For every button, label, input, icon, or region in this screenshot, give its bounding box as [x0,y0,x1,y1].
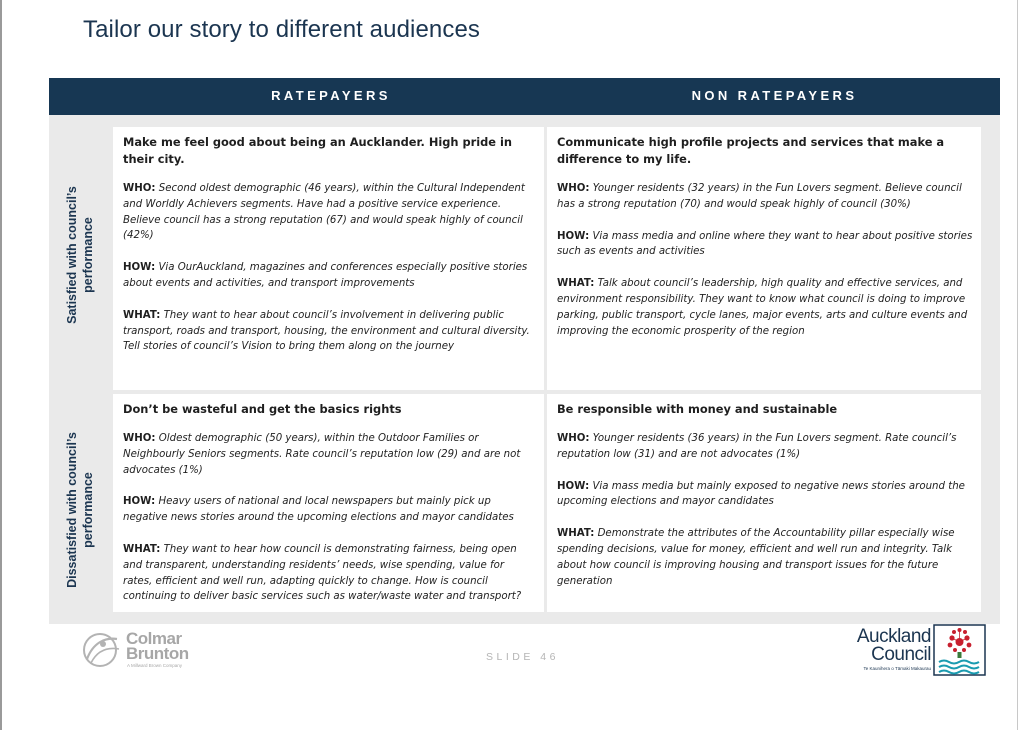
cell-how: HOW: Heavy users of national and local newspapers but mainly pick up negative news stories around the upcoming elections and mayor candidates [123,496,514,524]
cell-what: WHAT: They want to hear about council’s involvement in delivering public transport, roads and transport, housing, the environment and cultural diversity. Tell stories of council’s Vision to bring them along on the journey [123,309,530,353]
cell-heading: Communicate high profile projects and services that make a difference to my life. [557,135,945,166]
column-header-bar [49,78,1000,115]
cell-what: WHAT: Talk about council’s leadership, high quality and effective services, and environment responsibility. They want to know what council is doing to improve parking, public transport, cycle lanes, major events, arts and culture events and improving the economic prosperity of the region [557,278,968,337]
cell-heading: Make me feel good about being an Aucklander. High pride in their city. [123,135,513,166]
colmar-brunton-logo [79,625,219,673]
page-right-edge [1017,0,1018,730]
cell-who: WHO: Second oldest demographic (46 years), within the Cultural Independent and Worldly Achievers segments. Have had a positive service experience. Believe council has a strong reputation (67) and would speak highly of council (42%) [123,183,525,242]
cell-how: HOW: Via mass media but mainly exposed to negative news stories around the upcoming elections and mayor candidates [557,480,965,508]
colmar-brunton-wordmark: Colmar Brunton [126,629,189,663]
cell-who: WHO: Oldest demographic (50 years), within the Outdoor Families or Neighbourly Seniors segments. Rate council’s reputation low (29) and are not advocates (1%) [123,433,521,476]
slide-number: SLIDE 46 [486,651,559,663]
cell-what: WHAT: Demonstrate the attributes of the Accountability pillar especially wise spending decisions, value for money, efficient and well run and integrity. Talk about how council is improving housing and transport issues for the future generation [557,528,955,587]
auckland-council-tagline: Te Kaunihera o Tāmaki Makaurau [863,666,931,671]
row-label-line: performance [81,472,96,548]
colmar-brunton-tagline: A Millward Brown Company [127,663,183,668]
cell-satisfied-non-ratepayers [547,127,981,390]
cell-dissatisfied-ratepayers [113,394,544,612]
cell-dissatisfied-non-ratepayers [547,394,981,612]
cell-who: WHO: Younger residents (36 years) in the Fun Lovers segment. Rate council’s reputation low (31) and are not advocates (1%) [557,433,957,460]
row-label-satisfied [49,118,111,392]
page-left-edge [0,0,2,730]
column-header-non-ratepayers: NON RATEPAYERS [691,88,858,103]
row-label-line: performance [81,217,96,293]
row-label-dissatisfied [49,396,111,624]
cell-how: HOW: Via OurAuckland, magazines and conferences especially positive stories about events and activities, and transport improvements [123,262,528,289]
audience-matrix [49,78,1000,624]
auckland-council-logo [843,624,993,678]
colmar-brunton-mark-icon [79,629,123,669]
cell-who: WHO: Younger residents (32 years) in the Fun Lovers segment. Believe council has a strong reputation (70) and would speak highly of council (30%) [557,183,962,210]
auckland-council-crest-icon [933,624,986,676]
slide-title: Tailor our story to different audiences [83,16,481,43]
auckland-council-wordmark: Auckland Council [856,626,931,665]
cell-heading: Be responsible with money and sustainable [557,402,838,416]
row-label-line: Satisfied with council’s [65,186,80,324]
cell-satisfied-ratepayers [113,127,544,390]
cell-how: HOW: Via mass media and online where they want to hear about positive stories such as events and activities [557,230,973,258]
column-header-ratepayers: RATEPAYERS [271,88,391,103]
cell-heading: Don’t be wasteful and get the basics rights [123,402,402,416]
cell-what: WHAT: They want to hear how council is demonstrating fairness, being open and transparent, understanding residents’ needs, wise spending, value for rates, efficient and well run, adapting quickly to change. How is council continuing to deliver basic services such as water/waste water and transport? [123,543,522,603]
row-label-line: Dissatisfied with council’s [65,432,80,588]
